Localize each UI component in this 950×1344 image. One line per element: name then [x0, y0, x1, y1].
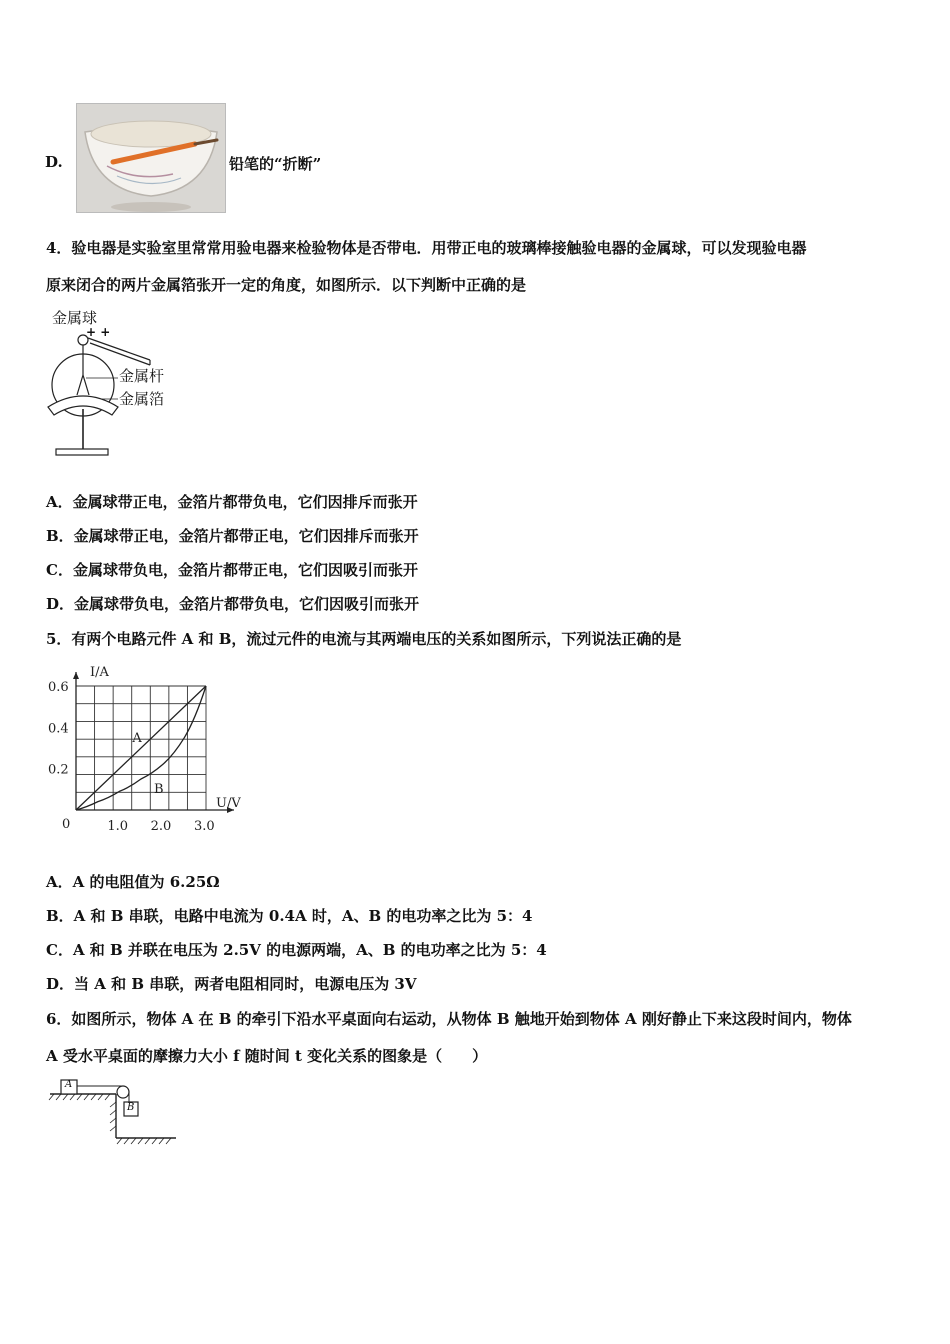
label-metal-rod: 金属杆: [119, 367, 165, 385]
label-metal-foil: 金属箔: [119, 390, 165, 408]
series-label-a: A: [132, 730, 142, 746]
q5-option-a: A．A 的电阻值为 6.25Ω: [46, 873, 220, 891]
y-tick-label: 0.2: [48, 762, 69, 778]
q4-option-c: C．金属球带负电，金箔片都带正电，它们因吸引而张开: [46, 561, 418, 579]
q4-option-a: A．金属球带正电，金箔片都带负电，它们因排斥而张开: [46, 493, 418, 511]
q3-option-d-letter: D.: [45, 153, 63, 171]
y-tick-label: 0.6: [48, 680, 69, 695]
q6-stem-line1: 6．如图所示，物体 A 在 B 的牵引下沿水平桌面向右运动，从物体 B 触地开始到物体 A 刚好静止下来这段时间内，物体: [46, 1010, 852, 1028]
series-line-a: [76, 686, 206, 810]
x-tick-label: 2.0: [150, 819, 172, 834]
pencil-in-bowl-photo: [76, 103, 226, 213]
q4-option-d: D．金属球带负电，金箔片都带负电，它们因吸引而张开: [46, 595, 420, 613]
q6-stem-line2: A 受水平桌面的摩擦力大小 f 随时间 t 变化关系的图象是（ ）: [46, 1047, 488, 1065]
label-block-b: B: [127, 1102, 135, 1113]
series-label-b: B: [154, 782, 164, 798]
iv-graph: [44, 660, 264, 840]
q5-option-d: D．当 A 和 B 串联，两者电阻相同时，电源电压为 3V: [46, 975, 417, 993]
y-axis-label: I/A: [90, 665, 109, 680]
y-tick-label: 0.4: [48, 721, 69, 737]
x-axis-label: U/V: [216, 796, 241, 811]
pulley-figure: [46, 1072, 186, 1152]
q4-option-b: B．金属球带正电，金箔片都带正电，它们因排斥而张开: [46, 527, 419, 545]
q5-stem: 5．有两个电路元件 A 和 B，流过元件的电流与其两端电压的关系如图所示，下列说法正确的是: [46, 630, 682, 648]
y-axis-arrow: [73, 672, 79, 679]
q4-stem-line1: 4．验电器是实验室里常常用验电器来检验物体是否带电．用带正电的玻璃棒接触验电器的金属球，可以发现验电器: [46, 239, 807, 257]
x-tick-label: 3.0: [194, 819, 215, 834]
x-tick-label: 1.0: [107, 819, 129, 834]
q5-option-b: B．A 和 B 串联，电路中电流为 0.4A 时，A、B 的电功率之比为 5：4: [46, 907, 533, 925]
label-metal-ball: 金属球: [52, 309, 98, 327]
label-block-a: A: [65, 1079, 73, 1090]
origin-label: 0: [62, 817, 71, 832]
q3-option-d-text: 铅笔的“折断”: [229, 155, 322, 173]
electroscope-figure: [46, 305, 196, 465]
label-plus-charges: + +: [86, 325, 111, 339]
q4-stem-line2: 原来闭合的两片金属箔张开一定的角度，如图所示．以下判断中正确的是: [46, 276, 527, 294]
q5-option-c: C．A 和 B 并联在电压为 2.5V 的电源两端，A、B 的电功率之比为 5：4: [46, 941, 547, 959]
